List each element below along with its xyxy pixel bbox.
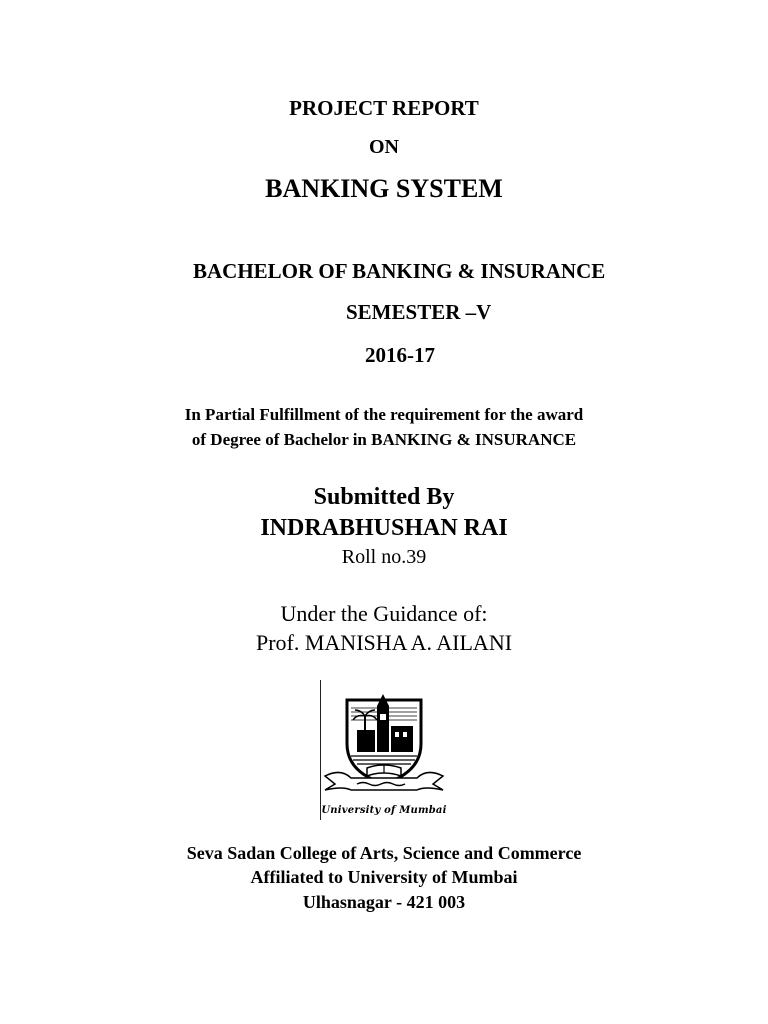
- university-logo: [320, 680, 447, 820]
- fulfillment-line-1: In Partial Fulfillment of the requirement for the award: [184, 405, 584, 424]
- semester: SEMESTER –V: [346, 300, 492, 324]
- submitted-by-label: Submitted By: [313, 484, 455, 510]
- roll-number: Roll no.39: [341, 546, 427, 568]
- college-address: Ulhasnagar - 421 003: [302, 892, 466, 912]
- guide-name: Prof. MANISHA A. AILANI: [255, 630, 513, 655]
- report-label: PROJECT REPORT: [289, 96, 479, 120]
- student-name: INDRABHUSHAN RAI: [260, 515, 508, 541]
- guidance-label: Under the Guidance of:: [280, 601, 488, 626]
- affiliation: Affiliated to University of Mumbai: [250, 867, 518, 887]
- degree-name: BACHELOR OF BANKING & INSURANCE: [193, 259, 606, 283]
- fulfillment-line-2: of Degree of Bachelor in BANKING & INSURANCE: [191, 430, 577, 449]
- college-name: Seva Sadan College of Arts, Science and Commerce: [186, 843, 582, 863]
- on-label: ON: [369, 136, 399, 158]
- logo-caption: University of Mumbai: [321, 805, 447, 816]
- report-title: BANKING SYSTEM: [265, 174, 503, 203]
- academic-year: 2016-17: [365, 343, 435, 367]
- university-crest-icon: [321, 680, 447, 798]
